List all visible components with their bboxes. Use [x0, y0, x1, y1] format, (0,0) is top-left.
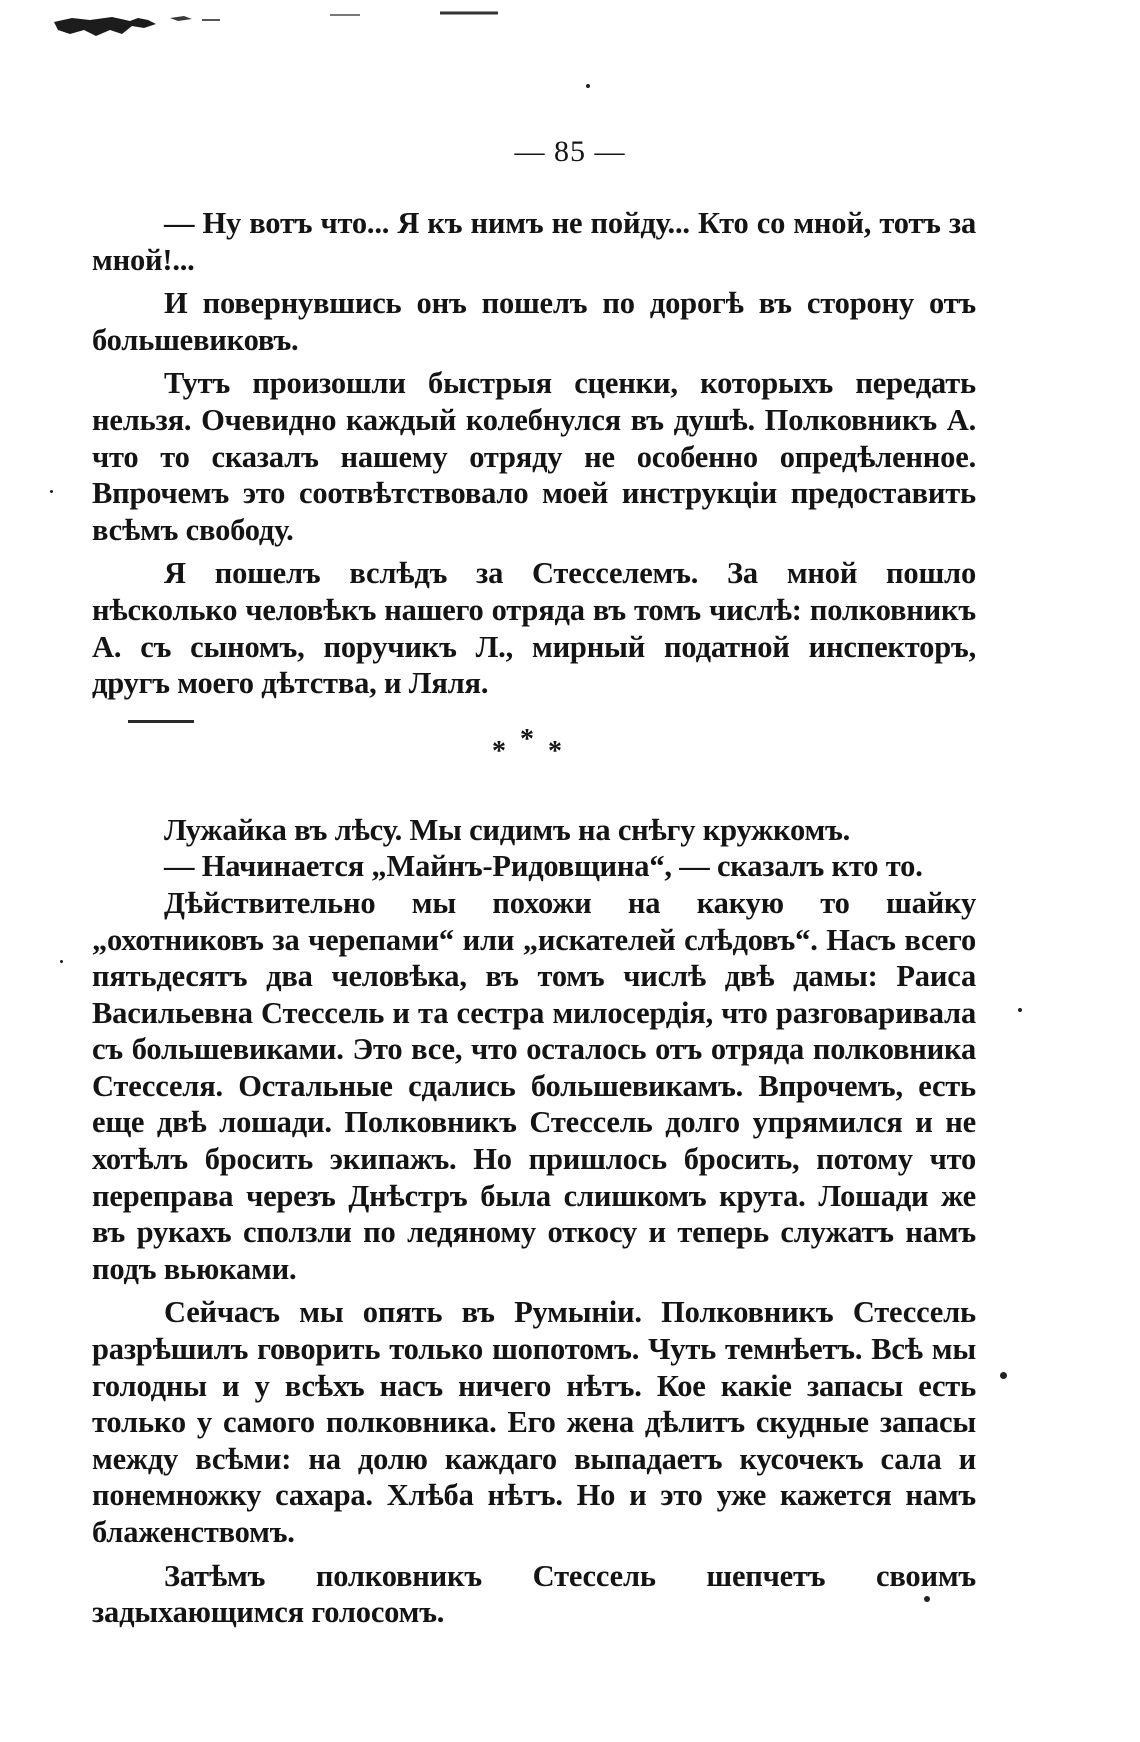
- paragraph-1: — Ну вотъ что... Я къ нимъ не пойду... Кто со мной, тотъ за мной!...: [92, 206, 976, 277]
- paragraph-7: Дѣйствительно мы похожи на какую то шайку „охотниковъ за черепами“ или „искателей слѣдовъ“. Насъ всего пятьдесятъ два человѣка, въ томъ числѣ двѣ дамы: Раиса Васильевна Стессель и та сестра милосердія, что разговаривала съ большевиками. Это все, что осталось отъ отряда полковника Стесселя. Остальные сдались большевикамъ. Впрочемъ, есть еще двѣ лошади. Полковникъ Стессель долго упрямился и не хотѣлъ бросить экипажъ. Но пришлось бросить, потому что переправа черезъ Днѣстръ была слишкомъ крута. Лошади же въ рукахъ сползли по ледяному откосу и теперь служатъ намъ подъ вьюками.: [92, 885, 976, 1286]
- paragraph-3: Тутъ произошли быстрыя сценки, которыхъ передать нельзя. Очевидно каждый колебнулся въ душѣ. Полковникъ А. что то сказалъ нашему отряду не особенно опредѣленное. Впрочемъ это соотвѣтствовало моей инструкціи предоставить всѣмъ свободу.: [92, 366, 976, 547]
- section-break-star-middle: *: [520, 723, 548, 755]
- scan-speck: [586, 84, 590, 88]
- paragraph-8: Сейчасъ мы опять въ Румыніи. Полковникъ Стессель разрѣшилъ говорить только шопотомъ. Чуть темнѣетъ. Всѣ мы голодны и у всѣхъ насъ ничего нѣтъ. Кое какіе запасы есть только у самого полковника. Его жена дѣлитъ скудные запасы между всѣми: на долю каждаго выпадаетъ кусочекъ сала и понемножку сахара. Хлѣба нѣтъ. Но и это уже кажется намъ блаженствомъ.: [92, 1295, 976, 1549]
- page-number: — 85 —: [514, 135, 626, 168]
- scan-speck: [1000, 1372, 1007, 1379]
- section-break: [92, 702, 976, 812]
- text-body: [92, 205, 976, 1638]
- paragraph-4: Я пошелъ вслѣдъ за Стесселемъ. За мной пошло нѣсколько человѣкъ нашего отряда въ томъ числѣ: полковникъ А. съ сыномъ, поручикъ Л., мирный податной инспекторъ, другъ моего дѣтства, и Ляля.: [92, 556, 976, 701]
- section-break-star-right: *: [548, 735, 576, 767]
- scan-short-rule: [128, 720, 194, 723]
- scan-speck: [60, 960, 63, 963]
- paragraph-5: Лужайка въ лѣсу. Мы сидимъ на снѣгу кружкомъ.: [164, 812, 851, 847]
- paragraph-2: И повернувшись онъ пошелъ по дорогѣ въ сторону отъ большевиковъ.: [92, 286, 976, 357]
- scan-smudge-mark: [52, 8, 222, 42]
- scan-top-rule: [330, 10, 500, 20]
- scan-speck: [50, 490, 53, 493]
- paragraph-9: Затѣмъ полковникъ Стессель шепчетъ своимъ задыхающимся голосомъ.: [92, 1558, 976, 1630]
- scan-speck: [1018, 1008, 1022, 1012]
- paragraph-6: — Начинается „Майнъ-Ридовщина“, — сказалъ кто то.: [164, 849, 923, 884]
- scan-speck: [924, 1596, 930, 1602]
- section-break-star-left: *: [492, 735, 520, 767]
